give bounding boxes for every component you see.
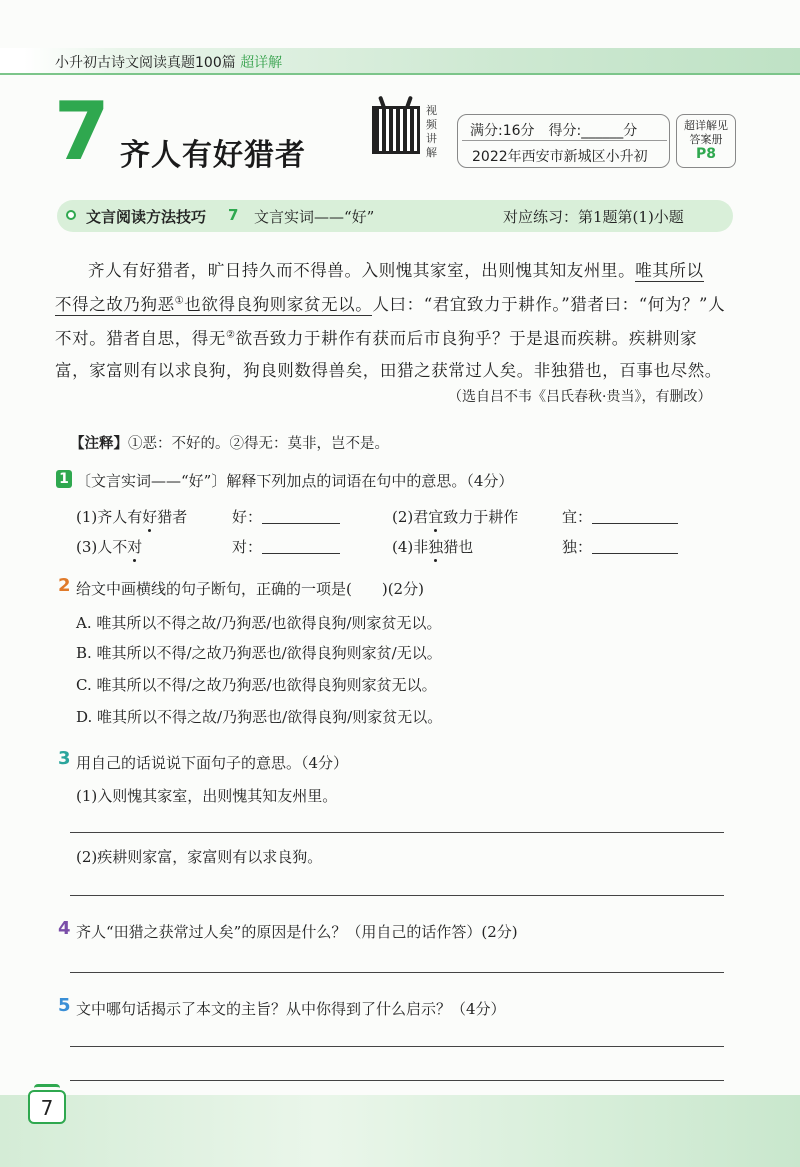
item-text: 猎者 — [157, 508, 188, 526]
passage-text: 也欲得良狗则家贫无以。 — [184, 295, 373, 314]
answer-label: 好： — [232, 508, 263, 526]
series-highlight: 超详解 — [240, 55, 283, 71]
annotation — [70, 432, 389, 453]
item-text: (2)君 — [392, 508, 429, 526]
passage-line-3 — [55, 325, 697, 349]
answer-line[interactable] — [70, 832, 724, 833]
q1-item-4 — [392, 536, 473, 557]
score-info: 满分:16分 得分:______分 — [470, 123, 638, 139]
item-text: 致力于耕作 — [443, 508, 519, 526]
passage-text: 不对。猎者自思，得无 — [55, 329, 226, 348]
lesson-title: 齐人有好猎者 — [120, 138, 306, 173]
q1-item-2 — [392, 506, 518, 527]
method-topic: 文言实词——“好” — [254, 208, 375, 226]
footer-band — [0, 1095, 800, 1167]
q2-option-b[interactable]: B. 唯其所以不得/之故乃狗恶也/欲得良狗则家贫/无以。 — [76, 644, 442, 662]
method-practice: 对应练习：第1题第(1)小题 — [503, 208, 684, 226]
q4-number: 4 — [58, 918, 71, 939]
footnote-mark: ② — [226, 329, 236, 341]
answer-line[interactable] — [70, 1046, 724, 1047]
video-label: 视频讲解 — [426, 104, 437, 159]
item-text: (3)人不 — [76, 538, 128, 556]
q1-answer-3[interactable] — [232, 536, 340, 557]
annotation-text: ①恶：不好的。②得无：莫非，岂不是。 — [128, 436, 389, 452]
q5-text: 文中哪句话揭示了本文的主旨？从中你得到了什么启示？（4分） — [76, 1000, 506, 1018]
item-text: 猎也 — [443, 538, 474, 556]
answer-page: P8 — [695, 146, 716, 162]
qr-code-icon[interactable] — [372, 106, 420, 154]
series-title — [55, 52, 282, 72]
q3-text: 用自己的话说说下面句子的意思。（4分） — [76, 754, 349, 772]
series-name: 小升初古诗文阅读真题100篇 — [55, 55, 236, 71]
method-number: 7 — [228, 206, 239, 224]
bullet-icon — [66, 210, 76, 220]
q3-sub1: (1)入则愧其家室，出则愧其知友州里。 — [76, 787, 338, 805]
page-number: 7 — [28, 1090, 66, 1124]
q1-answer-1[interactable] — [232, 506, 340, 527]
passage-source: （选自吕不韦《吕氏春秋·贵当》，有删改） — [448, 389, 712, 405]
q1-answer-2[interactable] — [562, 506, 678, 527]
q1-item-1 — [76, 506, 187, 527]
q2-text: 给文中画横线的句子断句，正确的一项是( )(2分) — [76, 580, 424, 598]
q2-option-d[interactable]: D. 唯其所以不得之故/乃狗恶也/欲得良狗/则家贫无以。 — [76, 708, 443, 726]
answer-reference — [676, 114, 736, 168]
q3-sub2: (2)疾耕则家富，家富则有以求良狗。 — [76, 848, 323, 866]
answer-blank[interactable] — [262, 509, 340, 524]
passage-line-1 — [88, 257, 704, 281]
dotted-word: 独 — [428, 538, 444, 556]
q1-item-3 — [76, 536, 142, 557]
method-title: 文言阅读方法技巧 — [86, 208, 207, 226]
footnote-mark: ① — [174, 295, 185, 307]
underlined-sentence — [55, 295, 372, 316]
lesson-number: 7 — [54, 85, 110, 178]
passage-text: 齐人有好猎者，旷日持久而不得兽。入则愧其家室，出则愧其知友州里。 — [88, 261, 636, 280]
answer-label: 宜： — [562, 508, 593, 526]
q1-answer-4[interactable] — [562, 536, 678, 557]
header-divider — [0, 73, 800, 75]
item-text: (1)齐人有 — [76, 508, 143, 526]
q3-number: 3 — [58, 748, 71, 769]
q2-number: 2 — [58, 575, 71, 596]
annotation-label: 【注释】 — [70, 435, 128, 452]
q2-option-c[interactable]: C. 唯其所以不得/之故乃狗恶/也欲得良狗则家贫无以。 — [76, 676, 437, 694]
item-text: (4)非 — [392, 538, 429, 556]
answer-ref-line1: 超详解见 — [684, 119, 728, 132]
score-divider — [462, 140, 667, 141]
answer-blank[interactable] — [262, 539, 340, 554]
answer-label: 独： — [562, 538, 593, 556]
answer-line[interactable] — [70, 895, 724, 896]
q1-number: 1 — [56, 470, 72, 488]
underlined-sentence: 唯其所以 — [635, 261, 704, 280]
answer-line[interactable] — [70, 972, 724, 973]
exam-source: 2022年西安市新城区小升初 — [472, 149, 648, 165]
answer-label: 对： — [232, 538, 263, 556]
passage-line-4: 富，家富则有以求良狗，狗良则数得兽矣，田猎之获常过人矣。非独猎也，百事也尽然。 — [55, 361, 722, 380]
q5-number: 5 — [58, 995, 71, 1016]
passage-line-2 — [55, 291, 725, 315]
q1-text: 〔文言实词——“好”〕解释下列加点的词语在句中的意思。（4分） — [76, 472, 514, 490]
passage-text: 人曰：“君宜致力于耕作。”猎者曰：“何为？”人 — [372, 295, 726, 314]
q4-text: 齐人“田猎之获常过人矣”的原因是什么？（用自己的话作答）(2分) — [76, 923, 518, 941]
answer-ref-line2: 答案册 — [689, 133, 723, 146]
q2-option-a[interactable]: A. 唯其所以不得之故/乃狗恶/也欲得良狗/则家贫无以。 — [76, 614, 442, 632]
answer-line[interactable] — [70, 1080, 724, 1081]
passage-text: 不得之故乃狗恶 — [55, 295, 175, 314]
dotted-word: 对 — [127, 538, 143, 556]
answer-blank[interactable] — [592, 509, 678, 524]
answer-blank[interactable] — [592, 539, 678, 554]
dotted-word: 宜 — [428, 508, 444, 526]
dotted-word: 好 — [142, 508, 158, 526]
passage-text: 欲吾致力于耕作有获而后市良狗乎？于是退而疾耕。疾耕则家 — [235, 329, 698, 348]
